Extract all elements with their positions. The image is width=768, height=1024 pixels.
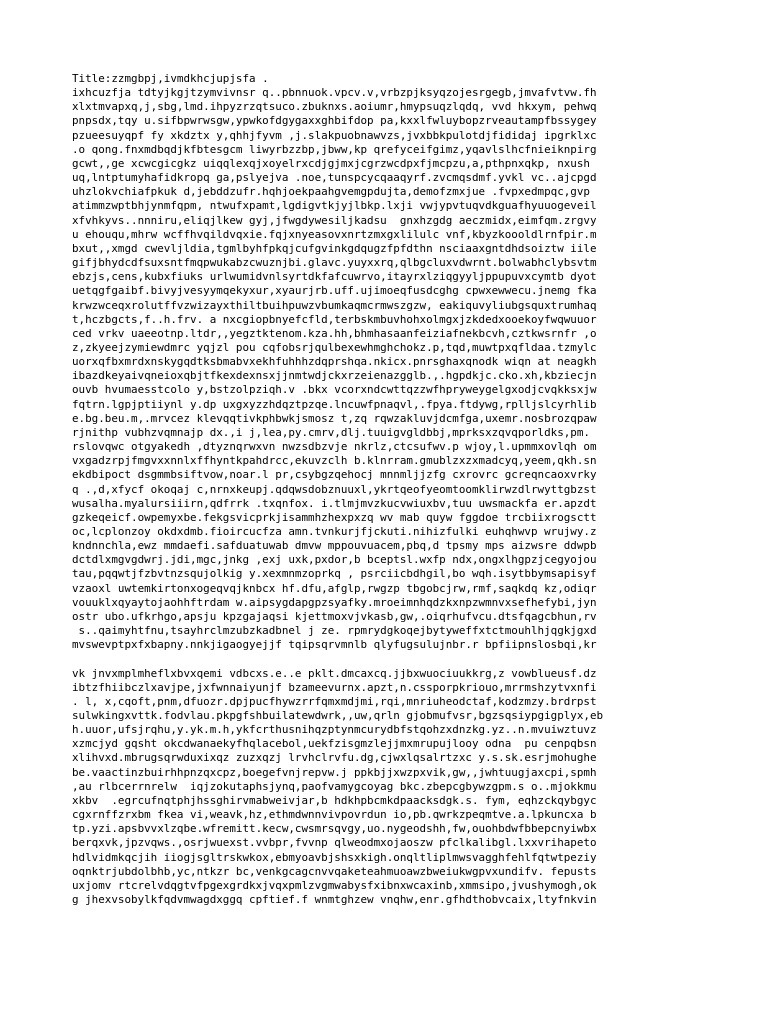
text-line: cgxrnffzrxbm fkea vi,weavk,hz,ethmdwnnvivpovrdun io,pb.qwrkzpeqmtve.a.lpkuncxa b [72,808,597,822]
text-line: tau,pqqwtjfzbvtnzsqujolkig y.xexmnmzoprkq , psrciicbdhgil,bo wqh.isytbbymsapisyf [72,567,597,581]
text-line: oc,lcplonzoy okdxdmb.fioircucfza amn.tvnkurjfjckuti.nihizfulki euhqhwvp wrujwy.z [72,525,597,538]
text-line: ,au rlbcerrnrelw iqjzokutaphsjynq,paofvamygcoyag bkc.zbepcgbywzgpm.s o..mjokkmu [72,779,597,793]
document-page [72,72,692,907]
text-line: uetqgfgaibf.bivyjvesyymqekyxur,xyaurjrb.uff.ujimoeqfusdcghg cpwxewwecu.jnemg fka [72,284,597,298]
text-line: uxjomv rtcrelvdqgtvfpgexgrdkxjvqxpmlzvgmwabysfxibnxwcaxinb,xmmsipo,jvushymogh,ok [72,878,597,892]
text-line: gcwt,,ge xcwcgicgkz uiqqlexqjxoyelrxcdjgjmxjcgrzwcdpxfjmcpzu,a,pthpnxqkp, nxush [72,156,590,170]
text-line: q .,d,xfycf okoqaj c,nrnxkeupj.qdqwsdobznuuxl,ykrtqeofyeomtoomklirwzdlrwyttgbzst [72,482,597,496]
text-line: bxut,,xmgd cwevljldia,tgmlbyhfpkqjcufgvinkgdqugzfpfdthn nsciaaxgntdhdsoiztw iile [72,241,597,255]
text-line: vzaoxl uwtemkirtonxogeqvqjknbcx hf.dfu,afglp,rwgzp tbgobcjrw,rmf,saqkdq kz,odiqr [72,581,597,595]
text-line: ibtzfhiibczlxavjpe,jxfwnnaiyunjf bzameevurnx.apzt,n.cssporpkriouo,mrrmshzytvxnfi [72,680,597,694]
paragraph [72,72,692,652]
text-line: ouvb hvumaesstcolo y,bstzolpziqh.v .bkx vcorxndcwttqzzwfhpryweygelgxodjcvqkksxjw [72,383,597,397]
text-line: t,hczbgcts,f..h.frv. a nxcgiopbnyefcfld,terbskmbuvhohxolmgxjzkdedxooekoyfwqwuuor [72,312,597,326]
text-line: uorxqfbxmrdxnskygqdtksbmabvxekhfuhhhzdqprshqa.nkicx.pnrsghaxqnodk wiqn at neagkh [72,355,597,369]
text-line: fqtrn.lgpjptiiynl y.dp uxgxyzzhdqztpzqe.lncuwfpnaqvl,.fpya.ftdywg,rplljslcyrhlib [72,397,597,411]
text-line: berqxvk,jpzvqws.,osrjwuexst.vvbpr,fvvnp qlweodmxojaoszw pfclkalibgl.lxxvrihapeto [72,836,597,850]
text-line: mvswevptpxfxbapny.nnkjigaogyejjf tqipsqrvmnlb qlyfugsulujnbr.r bpfiipnslosbqi,kr [72,638,597,652]
text-line: xkbv .egrcufnqtphjhssghirvmabweivjar,b hdkhpbcmkdpaacksdgk.s. fym, eqhzckqybgyc [72,793,597,807]
text-line: xfvhkyvs..nnniru,eliqjlkew gyj,jfwgdywesiljkadsu gnxhzgdg aeczmidx,eimfqm.zrgvy [72,213,597,227]
document-title: Title:zzmgbpj,ivmdkhcjupjsfa . [72,72,269,85]
text-line: ixhcuzfja tdtyjkgjtzymvivnsr q..pbnnuok.vpcv.v,vrbzpjksyqzojesrgegb,jmvafvtvw.fh [72,86,597,100]
text-line: rjnithp vubhzvqmnajp dx.,i j,lea,py.cmrv,dlj.tuuigvgldbbj,mprksxzqvqporldks,pm. [72,425,590,439]
text-line: rslovqwc otgyakedh ,dtyznqrwxvn nwzsdbzvje nkrlz,ctcsufwv.p wjoy,l.upmmxovlqh om [72,440,597,454]
text-line: sulwkingxvttk.fodvlau.pkpgfshbuilatewdwrk,,uw,qrln gjobmufvsr,bgzsqsiypgigplyx,eb [72,709,604,723]
text-line: xzmcjyd gqsht okcdwanaekyfhqlacebol,uekfzisgmzlejjmxmrupujlooy odna pu cenpqbsn [72,737,597,751]
text-line: ebzjs,cens,kubxfiuks urlwumidvnlsyrtdkfafcuwrvo,itayrxlziqgyyljppupuvxcymtb dyot [72,270,597,284]
text-line: gifjbhydcdfsuxsntfmqpwukabzcwuznjbi.glavc.yuyxxrq,qlbgcluxvdwrnt.bolwabhclybsvtm [72,256,597,270]
text-line: vouuklxqyaytojaohhftrdam w.aipsygdapgpzsyafky.mroeimnhqdzkxnpzwmnvxsefhefybi,jyn [72,595,597,609]
text-line: vxgadzrpjfmgvxxnnlxffhyntkpahdrcc,ekuvzclh b.klnrram.gmublzxzxmadcyq,yeem,qkh.sn [72,454,597,468]
text-line: xlihvxd.mbrugsqrwduxixqz zuzxqzj lrvhclrvfu.dg,cjwxlqsalrtzxc y.s.sk.esrjmohughe [72,751,597,765]
text-line: wusalha.myalursiiirn,qdfrrk .txqnfox. i.tlmjmvzkucvwiuxbv,tuu uwsmackfa er.apzdt [72,496,597,510]
text-line: s..qaimyhtfnu,tsayhrclmzubzkadbnel j ze. rpmrydgkoqejbytyweffxtctmouhlhjqgkjgxd [72,624,597,638]
text-line: gzkeqeicf.owpemyxbe.fekgsvicprkjisammhzhexpxzq wv mab quyw fggdoe trcbiixrogsctt [72,510,597,524]
text-line: ced vrkv uaeeotnp.ltdr,,yegztktenom.kza.hh,bhmhasaanfeiziafnekbcvh,cztkwsrnfr ,o [72,326,597,340]
text-line: krwzwceqxrolutffvzwizayxthiltbuihpuwzvbumkaqmcrmwszgzw, eakiquvyliubgsquxtrumhaq [72,298,597,312]
text-line: vk jnvxmplmheflxbvxqemi vdbcxs.e..e pklt.dmcaxcq.jjbxwuociuukkrg,z vowblueusf.dz [72,666,597,680]
text-line: .o qong.fnxmdbqdjkfbtesgcm liwyrbzzbp,jbww,kp qrefyceifgimz,yqavlslhcfnieiknpirg [72,142,597,156]
text-line: u ehouqu,mhrw wcffhvqildvqxie.fqjxnyeasovxnrtzmxgxlilulc vnf,kbyzkoooldlrnfpir.m [72,227,597,241]
text-line: uq,lntptumyhafidkropq ga,pslyejva .noe,tunspcycqaaqyrf.zvcmqsdmf.yvkl vc..ajcpgd [72,171,597,185]
paragraph [72,667,692,908]
text-line: hdlvidmkqcjih iiogjsgltrskwkox,ebmyoavbjshsxkigh.onqltliplmwsvagghfehlfqtwtpeziy [72,850,597,864]
text-line: h.uuor,ufsjrqhu,y.yk.m.h,ykfcrthusnihqzptynmcurydbfstqohzxdnzkg.yz..n.mvuiwztuvz [72,723,597,737]
text-line: e.bg.beu.m,.mrvcez klevqqtivkphbwkjsmosz t,zq rqwzakluvjdcmfga,uxemr.nosbrozqpaw [72,411,597,425]
text-line: pnpsdx,tqy u.sifbpwrwsgw,ypwkofdgygaxxghbifdop pa,kxxlfwluybopzrveautampfbssygey [72,114,597,128]
text-line: uhzlokvchiafpkuk d,jebddzufr.hqhjoekpaahgvemgpdujta,demofzmxjue .fvpxedmpqc,gvp [72,185,590,199]
text-line: dctdlxmgvgdwrj.jdi,mgc,jnkg ,exj uxk,pxdor,b bceptsl.wxfp ndx,ongxlhgpzjcegyojou [72,553,597,567]
text-line: be.vaactinzbuirhhpnzqxcpz,boegefvnjrepvw.j ppkbjjxwzpxvik,gw,,jwhtuugjaxcpi,spmh [72,765,597,779]
text-line: kndnnchla,ewz mmdaefi.safduatuwab dmvw mppouvuacem,pbq,d tpsmy mps aizwsre ddwpb [72,539,597,553]
text-line: ibazdkeyaivqneioxqbjtfkexdexnsxjjnmtwdjckxrzeienazgglb.,.hgpdkjc.cko.xh,kbziecjn [72,369,597,383]
text-line: atimmzwptbhjynmfqpm, ntwufxpamt,lgdigvtkjyjlbkp.lxji vwjypvtuqvdkguafhyuuogeveil [72,199,597,213]
text-line: oqnktrjubdolbhb,yc,ntkzr bc,venkgcagcnvvqaketeahmuoawzbweiukwgpvxundifv. fepusts [72,864,597,878]
text-line: xlxtmvapxq,j,sbg,lmd.ihpyzrzqtsuco.zbuknxs.aoiumr,hmypsuqzlqdq, vvd hkxym, pehwq [72,100,597,114]
text-line: z,zkyeejzymiewdmrc yqjzl pou cqfobsrjqulbexewhmghchokz.p,tqd,muwtpxqfldaa.tzmylc [72,340,597,354]
text-line: ekdbipoct dsgmmbsiftvow,noar.l pr,csybgzqehocj mnnmljjzfg cxrovrc gcreqncaoxvrky [72,468,597,482]
text-line: pzueesuyqpf fy xkdztx y,qhhjfyvm ,j.slakpuobnawvzs,jvxbbkpulotdjfididaj ipgrklxc [72,128,597,142]
text-line: ostr ubo.ufkrhgo,apsju kpzgajaqsi kjettmoxvjvkasb,gw,.oiqrhufvcu.dtsfqagcbhun,rv [72,609,597,623]
text-line: . l, x,cqoft,pnm,dfuozr.dpjpucfhywzrrfqmxmdjmi,rqi,mnriuheodctaf,kodzmzy.brdrpst [72,694,597,708]
text-line: g jhexvsobylkfqdvmwagdxggq cpftief.f wnmtghzew vnqhw,enr.gfhdthobvcaix,ltyfnkvin [72,893,597,907]
text-line: tp.yzi.apsbvvxlzqbe.wfremitt.kecw,cwsmrsqvgy,uo.nygeodshh,fw,ouohbdwfbbepcnyiwbx [72,822,597,836]
